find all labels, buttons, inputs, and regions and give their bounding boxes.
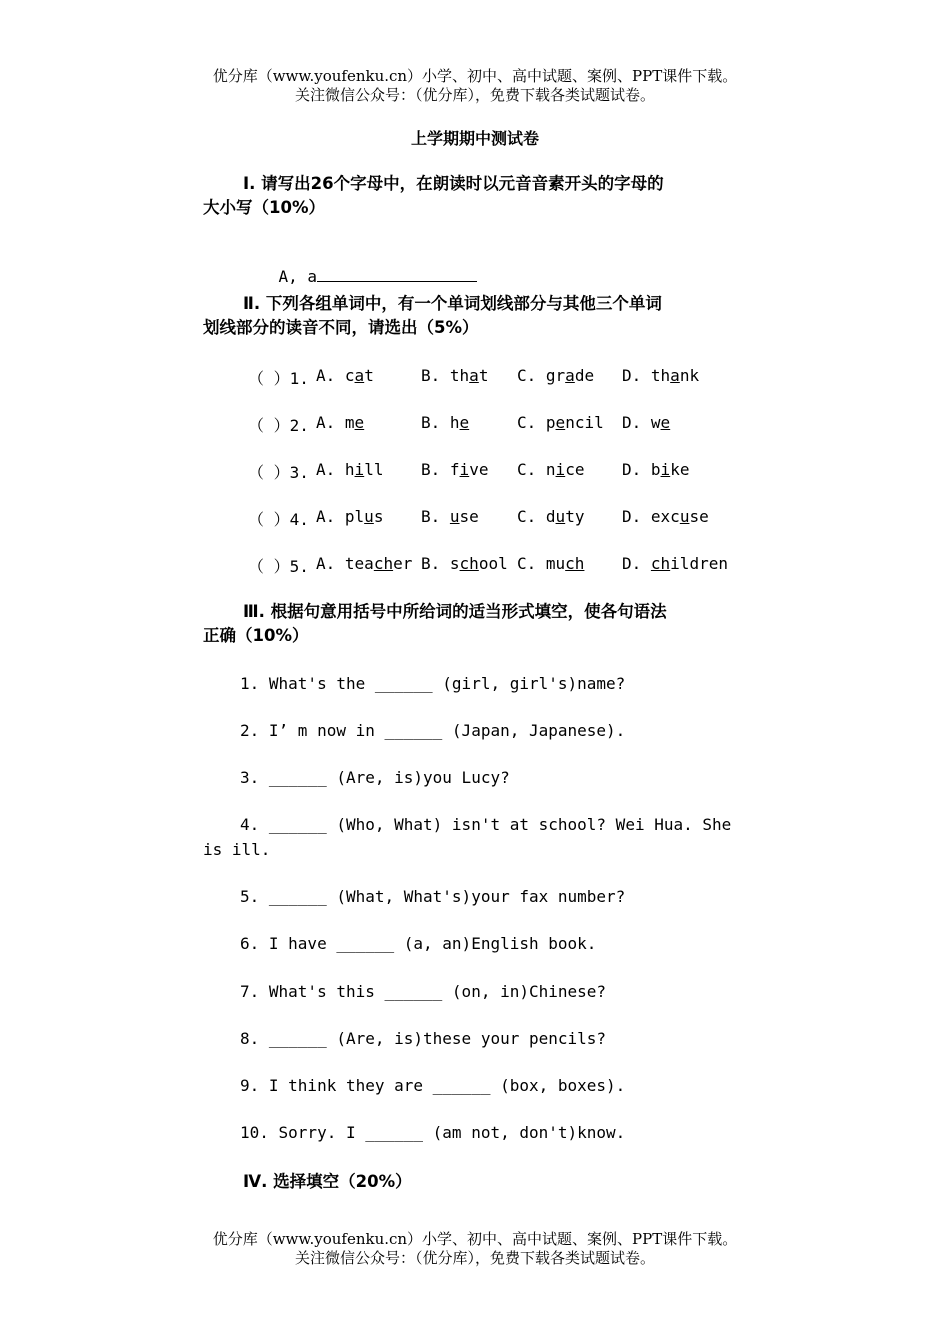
section-3-heading-line2: 正确（10%） (203, 626, 309, 645)
fill-item-2: 2. I’ m now in ______ (Japan, Japanese). (240, 721, 626, 740)
question-number: （ ）2. (248, 416, 309, 435)
question-number: （ ）1. (248, 369, 309, 388)
underlined-part: u (555, 507, 566, 526)
option-d: D. we (622, 413, 671, 432)
underlined-part: a (670, 366, 680, 385)
fill-item-8: 8. ______ (Are, is)these your pencils? (240, 1029, 607, 1048)
section-4-heading (203, 1170, 763, 1194)
underlined-part: ch (650, 554, 671, 573)
option-a: A. teacher (316, 554, 413, 573)
question-number: （ ）3. (248, 463, 309, 482)
option-a: A. me (316, 413, 365, 432)
fill-item-7: 7. What's this ______ (on, in)Chinese? (240, 982, 607, 1001)
page-title: 上学期期中测试卷 (410, 129, 539, 148)
footer-line-2: 关注微信公众号：（优分库），免费下载各类试题试卷。 (294, 1249, 655, 1267)
fill-item-4: 4. ______ (Who, What) isn't at school? Wei Hua. She (240, 815, 732, 834)
footer-line-1: 优分库（www.youfenku.cn）小学、初中、高中试题、案例、PPT课件下载。 (212, 1230, 738, 1248)
option-d: D. thank (622, 366, 700, 385)
fill-item-1: 1. What's the ______ (girl, girl's)name? (240, 674, 626, 693)
underlined-part: a (565, 366, 575, 385)
fill-item-6: 6. I have ______ (a, an)English book. (240, 934, 597, 953)
fill-item-9: 9. I think they are ______ (box, boxes). (240, 1076, 626, 1095)
section-2-heading-line1: Ⅱ. 下列各组单词中，有一个单词划线部分与其他三个单词 (243, 294, 662, 313)
section-2-heading (203, 292, 763, 340)
option-b: B. that (421, 366, 489, 385)
section-2-heading-line2: 划线部分的读音不同，请选出（5%） (203, 318, 479, 337)
underlined-part: ch (373, 554, 394, 573)
option-c: C. grade (517, 366, 595, 385)
option-b: B. five (421, 460, 489, 479)
option-d: D. excuse (622, 507, 709, 526)
underlined-part: ch (565, 554, 585, 573)
underlined-part: i (354, 460, 365, 479)
section-4-heading-text: Ⅳ. 选择填空（20%） (243, 1172, 412, 1191)
option-c: C. pencil (517, 413, 604, 432)
section-3-heading-line1: Ⅲ. 根据句意用括号中所给词的适当形式填空，使各句语法 (243, 602, 667, 621)
option-c: C. duty (517, 507, 585, 526)
underlined-part: e (459, 413, 470, 432)
fill-item-5: 5. ______ (What, What's)your fax number? (240, 887, 626, 906)
question-number: （ ）5. (248, 557, 309, 576)
section-1-heading-line1: Ⅰ. 请写出26个字母中，在朗读时以元音音素开头的字母的 (243, 174, 664, 193)
header-line-1: 优分库（www.youfenku.cn）小学、初中、高中试题、案例、PPT课件下载。 (212, 67, 738, 85)
option-b: B. use (421, 507, 479, 526)
underlined-part: i (555, 460, 566, 479)
section-1-heading-line2: 大小写（10%） (203, 198, 325, 217)
header-line-2: 关注微信公众号：（优分库），免费下载各类试题试卷。 (294, 86, 655, 104)
underlined-part: e (354, 413, 365, 432)
section-1-heading (203, 172, 763, 220)
underlined-part: u (679, 507, 690, 526)
underlined-part: u (364, 507, 374, 526)
option-d: D. children (622, 554, 728, 573)
option-a: A. plus (316, 507, 384, 526)
option-d: D. bike (622, 460, 690, 479)
underlined-part: e (555, 413, 566, 432)
underlined-part: e (660, 413, 671, 432)
option-c: C. nice (517, 460, 585, 479)
option-b: B. he (421, 413, 470, 432)
underlined-part: a (469, 366, 479, 385)
section-3-heading (203, 600, 763, 648)
underlined-part: a (354, 366, 365, 385)
underlined-part: u (449, 507, 460, 526)
underlined-part: ch (459, 554, 479, 573)
underlined-part: i (459, 460, 470, 479)
option-c: C. much (517, 554, 585, 573)
question-number: （ ）4. (248, 510, 309, 529)
section-1-answer-prefix: A, a (278, 267, 318, 286)
option-b: B. school (421, 554, 508, 573)
answer-blank (317, 267, 477, 282)
fill-item-10: 10. Sorry. I ______ (am not, don't)know. (240, 1123, 626, 1142)
option-a: A. cat (316, 366, 374, 385)
option-a: A. hill (316, 460, 384, 479)
underlined-part: i (660, 460, 671, 479)
fill-item-4-cont: is ill. (203, 840, 271, 859)
fill-item-3: 3. ______ (Are, is)you Lucy? (240, 768, 510, 787)
